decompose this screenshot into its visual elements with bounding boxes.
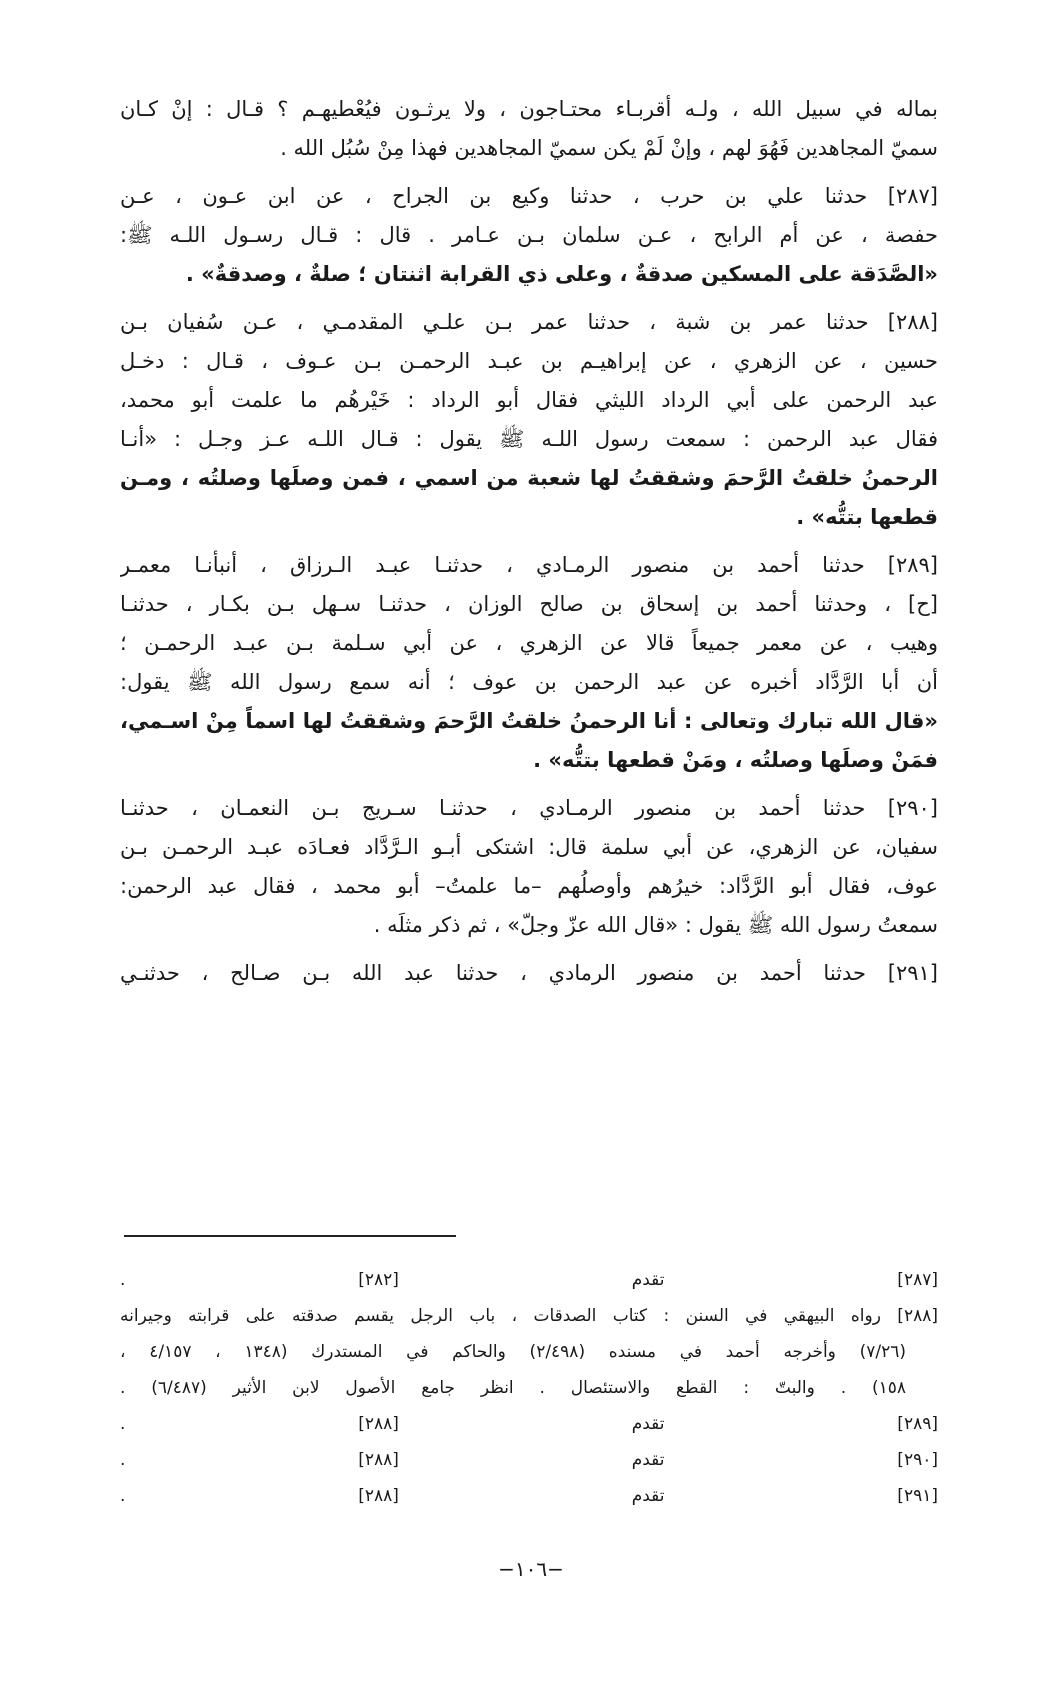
footnote-line: [٢٨٨] رواه البيهقي في السنن : كتاب الصدقات ، باب الرجل يقسم صدقته على قرابته وجيرانه — [120, 1306, 938, 1326]
text-line: سمعتُ رسول الله ﷺ يقول : «قال الله عزّ وجلّ» ، ثم ذكر مثلَه . — [373, 913, 938, 937]
text-line: حسين ، عن الزهري ، عن إبراهيـم بن عبـد الرحمـن بـن عـوف ، قـال : دخـل — [120, 349, 938, 373]
footnote-290 — [120, 1442, 938, 1478]
hadith-quote-line: قطعها بتتُّه» . — [796, 505, 938, 529]
text-line: سفيان، عن الزهري، عن أبي سلمة قال: اشتكى أبـو الـرَّدَّاد فعـادَه عبـد الرحمـن بـن — [120, 835, 938, 859]
text-line: [ح] ، وحدثنا أحمد بن إسحاق بن صالح الوزان ، حدثنـا سـهل بـن بكـار ، حدثنـا — [120, 592, 938, 616]
footnote-line: [٢٨٩] تقدم [٢٨٨] . — [120, 1414, 938, 1434]
paragraph-hadith-288 — [120, 303, 938, 537]
page-number: −١٠٦− — [498, 1557, 564, 1581]
main-text — [120, 90, 938, 1002]
hadith-quote-line: فمَنْ وصلَها وصلتُه ، ومَنْ قطعها بتتُّه» . — [533, 748, 938, 772]
text-line: وهيب ، عن معمر جميعاً قالا عن الزهري ، عن أبي سـلمة بـن عبـد الرحمـن ؛ — [120, 631, 938, 655]
footnote-291 — [120, 1478, 938, 1514]
hadith-quote-line: «الصَّدَقة على المسكين صدقةٌ ، وعلى ذي القرابة اثنتان ؛ صلةٌ ، وصدقةٌ» . — [185, 262, 938, 286]
text-line: [٢٩٠] حدثنا أحمد بن منصور الرمـادي ، حدثنـا سـريج بـن النعمـان ، حدثنـا — [120, 796, 938, 820]
text-line: بماله في سبيل الله ، ولـه أقربـاء محتـاجون ، ولا يرثـون فيُعْطيهـم ؟ قـال : إنْ كـان — [120, 97, 938, 121]
text-line: عبد الرحمن على أبي الرداد الليثي فقال أبو الرداد : خَيْرهُم ما علمت أبو محمد، — [120, 388, 938, 412]
text-line: [٢٨٧] حدثنا علي بن حرب ، حدثنا وكيع بن الجراح ، عن ابن عـون ، عـن — [120, 184, 938, 208]
paragraph-hadith-289 — [120, 546, 938, 780]
hadith-quote-line: «قال الله تبارك وتعالى : أنا الرحمنُ خلقتُ الرَّحمَ وشققتُ لها اسماً مِنْ اسـمي، — [120, 709, 938, 733]
text-line: حفصة ، عن أم الرابح ، عـن سلمان بـن عـامر . قال : قـال رسـول اللـه ﷺ: — [120, 223, 938, 247]
footnote-288 — [120, 1298, 938, 1406]
paragraph-hadith-290 — [120, 789, 938, 945]
footnote-line: [٢٩٠] تقدم [٢٨٨] . — [120, 1450, 938, 1470]
text-line: [٢٨٨] حدثنا عمر بن شبة ، حدثنا عمر بـن علـي المقدمـي ، عـن سُفيان بـن — [120, 310, 938, 334]
footnote-line: [٢٨٧] تقدم [٢٨٢] . — [120, 1270, 938, 1290]
paragraph-hadith-291 — [120, 954, 938, 993]
text-line: سميّ المجاهدين فَهُوَ لهم ، وإنْ لَمْ يكن سميّ المجاهدين فهذا مِنْ سُبُل الله . — [280, 136, 938, 160]
footnote-line: ١٥٨) . والبتّ : القطع والاستئصال . انظر جامع الأصول لابن الأثير (٦/٤٨٧) . — [120, 1378, 906, 1398]
footnote-line: (٧/٢٦) وأخرجه أحمد في مسنده (٢/٤٩٨) والحاكم في المستدرك (١٣٤٨ ، ٤/١٥٧ ، — [120, 1342, 907, 1362]
paragraph-hadith-287 — [120, 177, 938, 294]
text-line: [٢٨٩] حدثنا أحمد بن منصور الرمـادي ، حدثنـا عبـد الـرزاق ، أنبأنـا معمـر — [120, 553, 938, 577]
text-line: [٢٩١] حدثنا أحمد بن منصور الرمادي ، حدثنا عبد الله بـن صـالح ، حدثنـي — [120, 961, 938, 985]
text-line: أن أبا الرَّدَّاد أخبره عن عبد الرحمن بن عوف ؛ أنه سمع رسول الله ﷺ يقول: — [120, 670, 938, 694]
footnote-289 — [120, 1406, 938, 1442]
footnote-287 — [120, 1262, 938, 1298]
footnote-line: [٢٩١] تقدم [٢٨٨] . — [120, 1486, 938, 1506]
hadith-quote-line: الرحمنُ خلقتُ الرَّحمَ وشققتُ لها شعبة من اسمي ، فمن وصلَها وصلتُه ، ومـن — [120, 466, 938, 490]
paragraph-1 — [120, 90, 938, 168]
text-line: فقال عبد الرحمن : سمعت رسول اللـه ﷺ يقول : قـال اللـه عـز وجـل : «أنـا — [120, 427, 938, 451]
footnotes — [120, 1262, 938, 1514]
footnote-divider — [124, 1235, 456, 1237]
text-line: عوف، فقال أبو الرَّدَّاد: خيرُهم وأوصلُهم –ما علمتُ– أبو محمد ، فقال عبد الرحمن: — [120, 874, 938, 898]
